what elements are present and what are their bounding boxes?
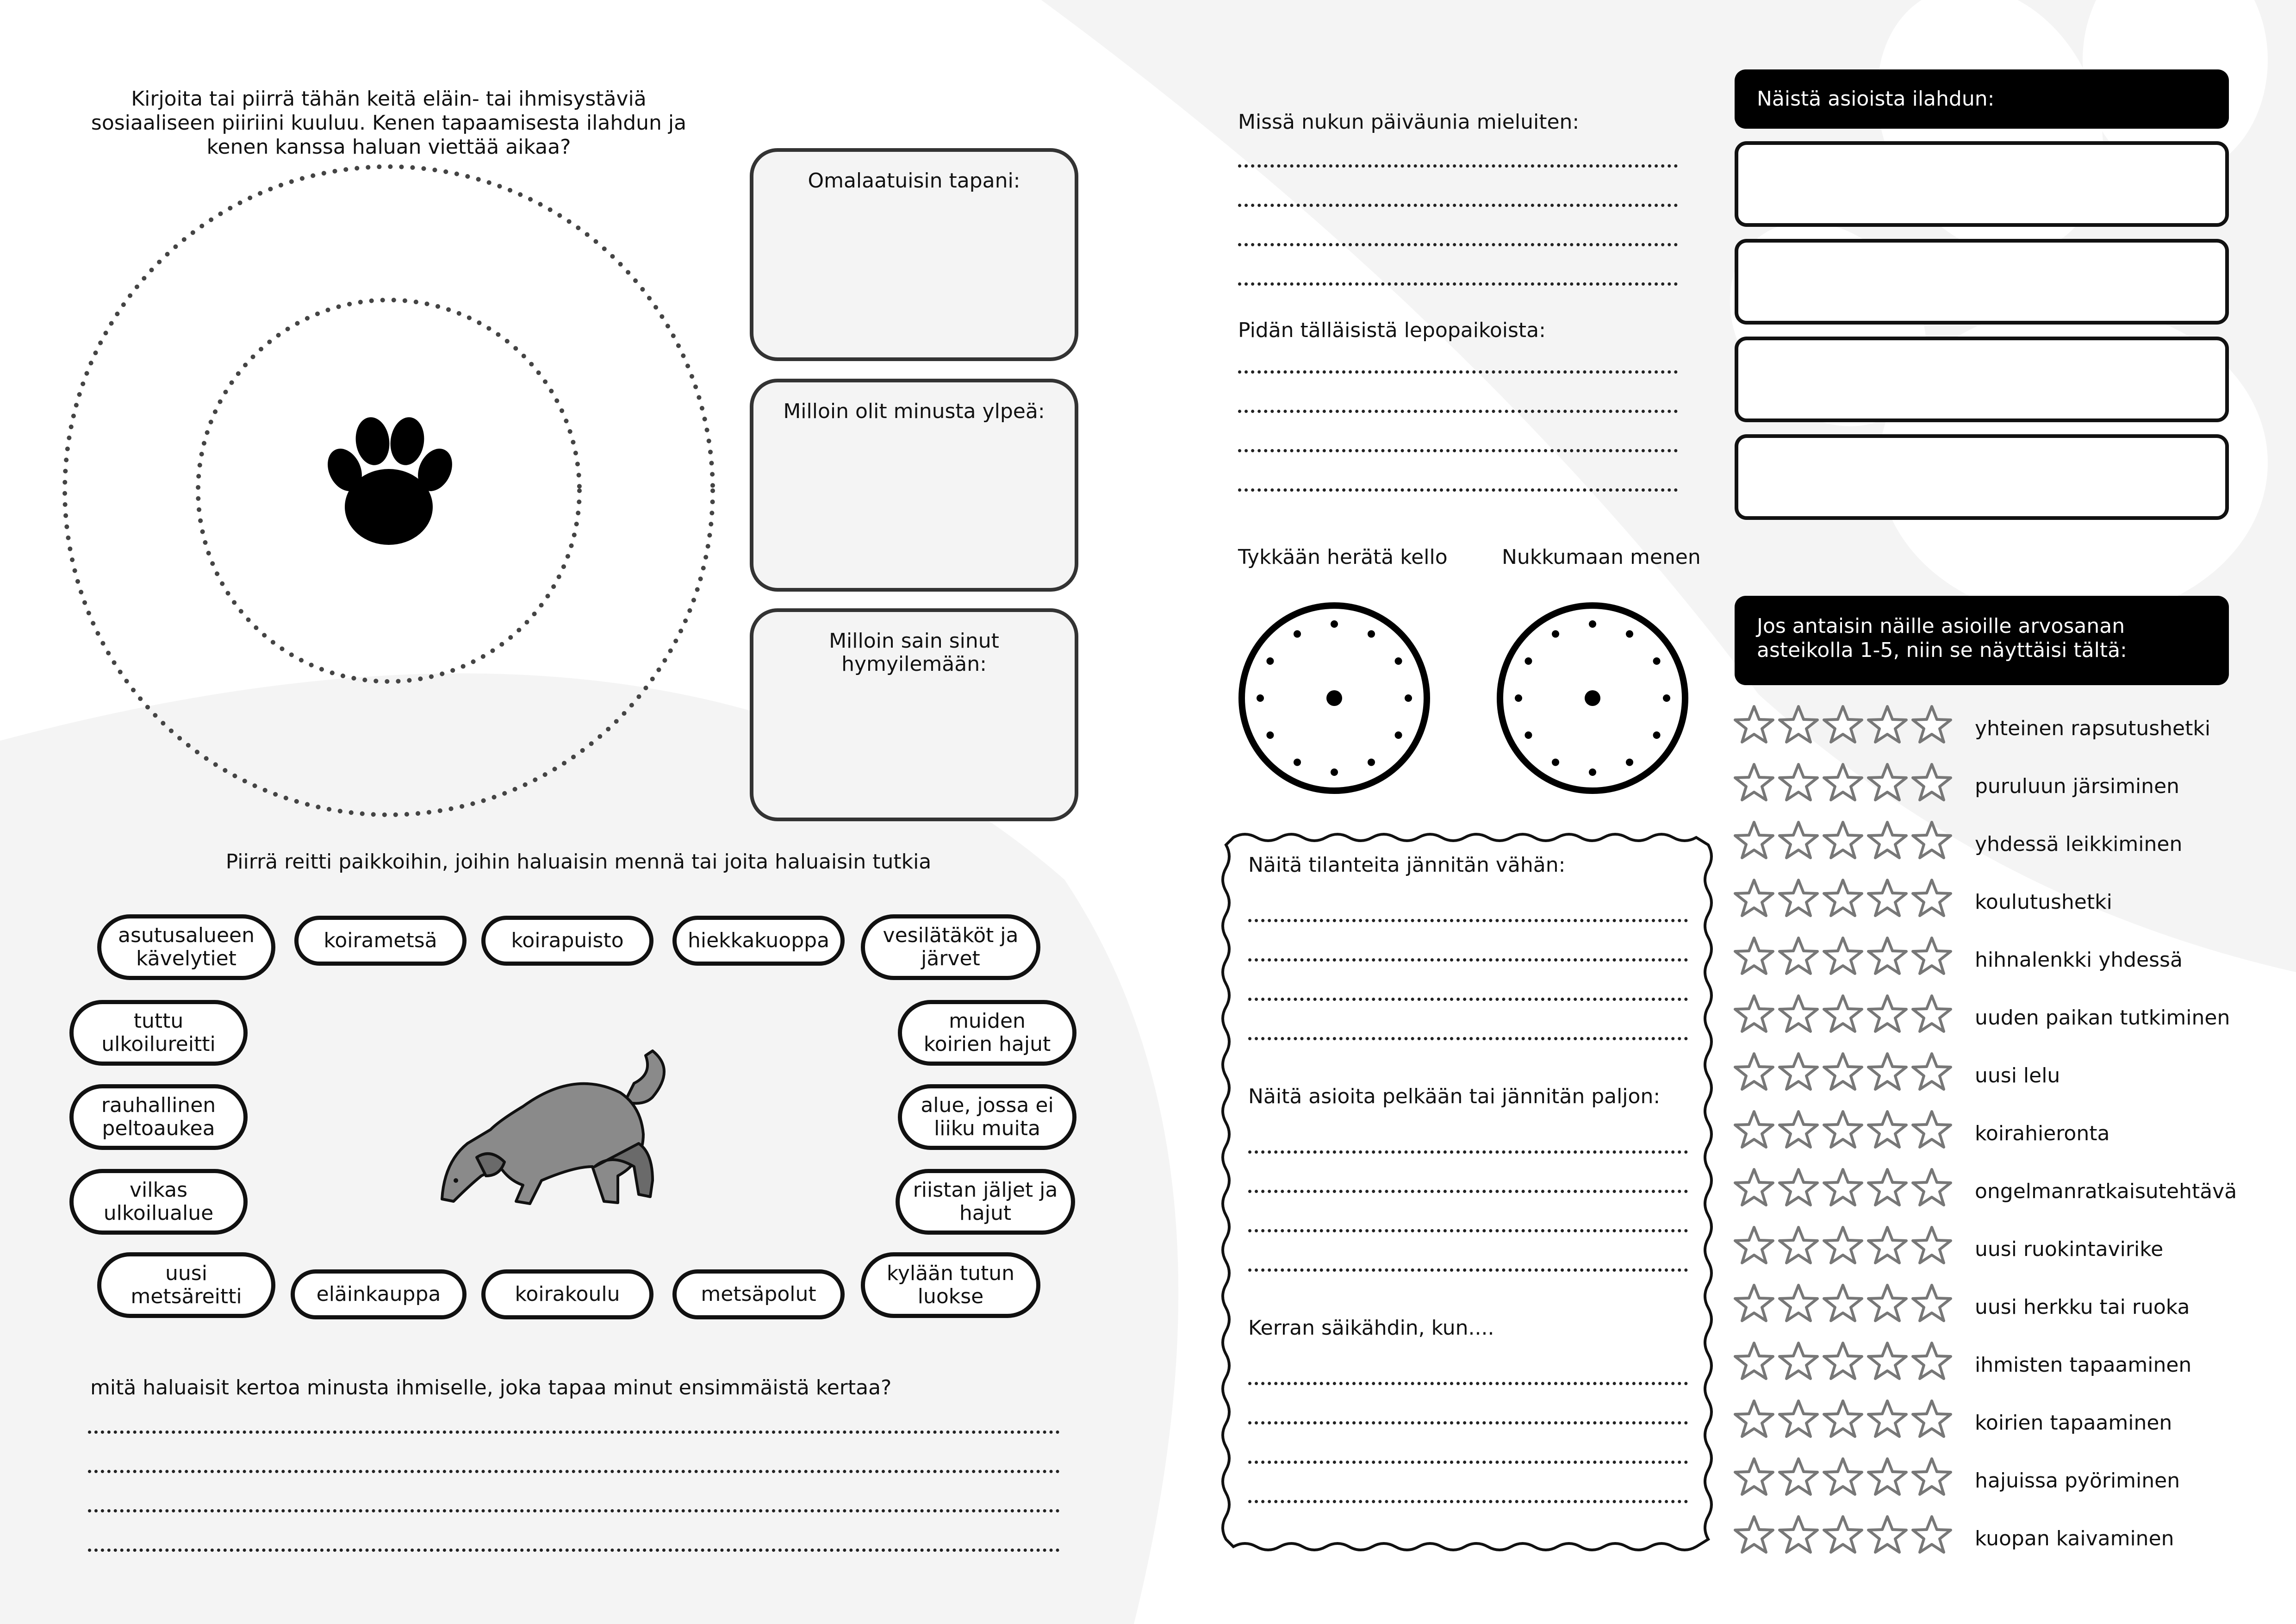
star-icon[interactable] <box>1822 1456 1864 1498</box>
star-rating[interactable] <box>1733 1282 1953 1324</box>
route-place[interactable]: hiekkakuoppa <box>672 916 845 966</box>
rating-item-label: uusi lelu <box>1975 1064 2060 1087</box>
scared-once-label: Kerran säikähdin, kun.... <box>1248 1316 1494 1340</box>
star-icon[interactable] <box>1911 1167 1953 1208</box>
rating-row <box>1733 877 2289 924</box>
write-line[interactable] <box>1248 1268 1688 1272</box>
write-line[interactable] <box>1248 919 1688 922</box>
star-icon[interactable] <box>1867 1282 1908 1324</box>
rating-item-label: koulutushetki <box>1975 890 2112 914</box>
star-icon[interactable] <box>1733 1340 1775 1382</box>
route-place[interactable]: alue, jossa ei liiku muita <box>898 1084 1076 1150</box>
star-icon[interactable] <box>1822 877 1864 919</box>
intro-prompt: mitä haluaisit kertoa minusta ihmiselle, joka tapaa minut ensimmäistä kertaa? <box>90 1376 892 1399</box>
star-rating[interactable] <box>1733 935 1953 977</box>
star-icon[interactable] <box>1778 935 1819 977</box>
route-place[interactable]: eläinkauppa <box>291 1269 467 1319</box>
rating-item-label: uusi herkku tai ruoka <box>1975 1295 2190 1319</box>
star-icon[interactable] <box>1911 993 1953 1035</box>
write-line[interactable] <box>1238 410 1678 413</box>
write-line[interactable] <box>1248 1500 1688 1503</box>
star-icon[interactable] <box>1733 993 1775 1035</box>
write-line[interactable] <box>1248 1190 1688 1193</box>
star-icon[interactable] <box>1733 1282 1775 1324</box>
star-icon[interactable] <box>1778 1109 1819 1150</box>
rating-row <box>1733 819 2289 866</box>
clock-tick <box>1368 630 1375 637</box>
write-line[interactable] <box>88 1430 1060 1434</box>
write-line[interactable] <box>1248 998 1688 1001</box>
clock-tick <box>1405 694 1412 702</box>
clock-tick <box>1524 731 1532 739</box>
star-icon[interactable] <box>1911 1398 1953 1440</box>
star-icon[interactable] <box>1822 1514 1864 1555</box>
proud-moment-box[interactable] <box>750 379 1078 592</box>
write-line[interactable] <box>88 1470 1060 1473</box>
star-rating[interactable] <box>1733 1109 1953 1150</box>
tension-little-label: Näitä tilanteita jännitän vähän: <box>1248 853 1566 877</box>
clock-tick <box>1294 759 1301 766</box>
write-line[interactable] <box>1238 488 1678 492</box>
write-line[interactable] <box>1248 1150 1688 1154</box>
star-rating[interactable] <box>1733 704 1953 745</box>
clock-tick <box>1395 731 1402 739</box>
star-icon[interactable] <box>1778 1051 1819 1093</box>
star-icon[interactable] <box>1911 1109 1953 1150</box>
star-rating[interactable] <box>1733 993 1953 1035</box>
rating-row <box>1733 1282 2289 1329</box>
star-icon[interactable] <box>1867 704 1908 745</box>
rest-question: Pidän tälläisistä lepopaikoista: <box>1238 319 1546 342</box>
clock-tick <box>1515 694 1522 702</box>
star-icon[interactable] <box>1867 762 1908 803</box>
clock-tick <box>1653 731 1661 739</box>
star-icon[interactable] <box>1822 1340 1864 1382</box>
tension-lot-label: Näitä asioita pelkään tai jännitän paljon: <box>1248 1085 1661 1108</box>
bed-label: Nukkumaan menen <box>1502 545 1701 569</box>
star-icon[interactable] <box>1911 935 1953 977</box>
star-icon[interactable] <box>1911 1340 1953 1382</box>
star-icon[interactable] <box>1822 1051 1864 1093</box>
rating-item-label: puruluun järsiminen <box>1975 775 2180 798</box>
star-icon[interactable] <box>1867 1340 1908 1382</box>
star-icon[interactable] <box>1822 819 1864 861</box>
rating-row <box>1733 704 2289 750</box>
write-line[interactable] <box>1248 1421 1688 1424</box>
star-rating[interactable] <box>1733 1398 1953 1440</box>
star-icon[interactable] <box>1778 1340 1819 1382</box>
route-prompt: Piirrä reitti paikkoihin, joihin haluaisin mennä tai joita haluaisin tutkia <box>225 850 932 874</box>
star-icon[interactable] <box>1911 1224 1953 1266</box>
star-icon[interactable] <box>1822 935 1864 977</box>
clock-tick <box>1524 657 1532 665</box>
star-icon[interactable] <box>1911 1051 1953 1093</box>
route-place[interactable]: vesilätäköt ja järvet <box>861 914 1040 980</box>
proud-moment-label: Milloin olit minusta ylpeä: <box>783 400 1045 423</box>
clock-tick <box>1294 630 1301 637</box>
rating-row <box>1733 1340 2289 1387</box>
rating-row <box>1733 1398 2289 1444</box>
rating-row <box>1733 935 2289 981</box>
route-place[interactable]: riistan jäljet ja hajut <box>896 1169 1075 1235</box>
star-rating[interactable] <box>1733 1514 1953 1555</box>
joy-box[interactable] <box>1735 239 2229 325</box>
wake-label: Tykkään herätä kello <box>1238 545 1448 569</box>
star-icon[interactable] <box>1822 1109 1864 1150</box>
rating-item-label: hajuissa pyöriminen <box>1975 1469 2180 1493</box>
nap-question: Missä nukun päiväunia mieluiten: <box>1238 110 1580 134</box>
star-icon[interactable] <box>1733 935 1775 977</box>
write-line[interactable] <box>1238 164 1678 168</box>
clock-tick <box>1266 731 1274 739</box>
star-icon[interactable] <box>1733 1109 1775 1150</box>
star-icon[interactable] <box>1822 1282 1864 1324</box>
clock-tick <box>1331 768 1338 776</box>
social-circle[interactable] <box>60 162 717 819</box>
star-icon[interactable] <box>1867 1051 1908 1093</box>
rating-item-label: yhdessä leikkiminen <box>1975 832 2183 856</box>
rating-row <box>1733 1456 2289 1502</box>
rating-row <box>1733 1051 2289 1097</box>
write-line[interactable] <box>1238 282 1678 286</box>
star-icon[interactable] <box>1911 1514 1953 1555</box>
star-icon[interactable] <box>1911 762 1953 803</box>
joy-box[interactable] <box>1735 434 2229 520</box>
clock-tick <box>1589 620 1596 628</box>
star-icon[interactable] <box>1778 1167 1819 1208</box>
route-place[interactable]: vilkas ulkoilualue <box>69 1169 248 1235</box>
star-icon[interactable] <box>1867 819 1908 861</box>
star-icon[interactable] <box>1778 1282 1819 1324</box>
star-icon[interactable] <box>1867 1224 1908 1266</box>
clock-tick <box>1368 759 1375 766</box>
star-icon[interactable] <box>1911 1282 1953 1324</box>
star-icon[interactable] <box>1733 1398 1775 1440</box>
star-rating[interactable] <box>1733 1340 1953 1382</box>
rating-item-label: hihnalenkki yhdessä <box>1975 948 2183 972</box>
star-icon[interactable] <box>1867 1167 1908 1208</box>
star-icon[interactable] <box>1911 1456 1953 1498</box>
route-place[interactable]: koirapuisto <box>481 916 653 966</box>
star-icon[interactable] <box>1778 1514 1819 1555</box>
rating-row <box>1733 1224 2289 1271</box>
star-icon[interactable] <box>1778 819 1819 861</box>
star-icon[interactable] <box>1733 1456 1775 1498</box>
write-line[interactable] <box>88 1509 1060 1512</box>
write-line[interactable] <box>1248 1382 1688 1385</box>
smile-moment-box[interactable] <box>750 608 1078 821</box>
star-icon[interactable] <box>1867 1398 1908 1440</box>
route-place[interactable]: muiden koirien hajut <box>898 1000 1076 1066</box>
clock-tick <box>1626 759 1633 766</box>
star-icon[interactable] <box>1778 1398 1819 1440</box>
clock-tick <box>1653 657 1661 665</box>
star-icon[interactable] <box>1867 1514 1908 1555</box>
clock-tick <box>1552 630 1559 637</box>
wake-clock-icon[interactable] <box>1235 602 1434 801</box>
rating-item-label: kuopan kaivaminen <box>1975 1527 2174 1550</box>
star-icon[interactable] <box>1778 762 1819 803</box>
route-place[interactable]: koirametsä <box>294 916 467 966</box>
star-icon[interactable] <box>1733 1514 1775 1555</box>
rating-item-label: ihmisten tapaaminen <box>1975 1353 2192 1377</box>
clock-tick <box>1589 768 1596 776</box>
paw-icon <box>321 415 459 545</box>
star-icon[interactable] <box>1822 1398 1864 1440</box>
rating-item-label: koirahieronta <box>1975 1122 2110 1145</box>
rating-item-label: koirien tapaaminen <box>1975 1411 2172 1435</box>
route-place[interactable]: asutusalueen kävelytiet <box>97 914 275 980</box>
rating-item-label: yhteinen rapsutushetki <box>1975 717 2211 740</box>
star-icon[interactable] <box>1911 877 1953 919</box>
clock-tick <box>1663 694 1670 702</box>
star-icon[interactable] <box>1733 1051 1775 1093</box>
write-line[interactable] <box>1238 243 1678 246</box>
joy-box[interactable] <box>1735 337 2229 422</box>
route-place[interactable]: tuttu ulkoilureitti <box>69 1000 248 1066</box>
star-rating[interactable] <box>1733 1224 1953 1266</box>
star-icon[interactable] <box>1733 877 1775 919</box>
sniffing-dog-icon <box>435 1028 703 1213</box>
route-place[interactable]: metsäpolut <box>672 1269 845 1319</box>
clock-tick <box>1331 620 1338 628</box>
quirky-habit-label: Omalaatuisin tapani: <box>808 169 1020 193</box>
star-icon[interactable] <box>1911 704 1953 745</box>
clock-tick <box>1257 694 1264 702</box>
star-rating[interactable] <box>1733 762 1953 803</box>
star-rating[interactable] <box>1733 877 1953 919</box>
write-line[interactable] <box>1248 1229 1688 1232</box>
star-icon[interactable] <box>1911 819 1953 861</box>
clock-tick <box>1395 657 1402 665</box>
route-place[interactable]: koirakoulu <box>481 1269 653 1319</box>
star-icon[interactable] <box>1822 1224 1864 1266</box>
route-place[interactable]: kylään tutun luokse <box>861 1252 1040 1318</box>
star-icon[interactable] <box>1867 935 1908 977</box>
star-icon[interactable] <box>1733 819 1775 861</box>
write-line[interactable] <box>1238 204 1678 207</box>
rating-row <box>1733 993 2289 1039</box>
star-icon[interactable] <box>1778 704 1819 745</box>
star-icon[interactable] <box>1822 993 1864 1035</box>
write-line[interactable] <box>1248 1461 1688 1464</box>
star-rating[interactable] <box>1733 819 1953 861</box>
star-icon[interactable] <box>1867 993 1908 1035</box>
star-icon[interactable] <box>1867 1456 1908 1498</box>
quirky-habit-box[interactable] <box>750 148 1078 361</box>
rating-row <box>1733 1109 2289 1155</box>
clock-tick <box>1552 759 1559 766</box>
rating-item-label: ongelmanratkaisutehtävä <box>1975 1180 2237 1203</box>
clock-tick <box>1626 630 1633 637</box>
rating-row <box>1733 1167 2289 1213</box>
star-rating[interactable] <box>1733 1051 1953 1093</box>
star-icon[interactable] <box>1822 1167 1864 1208</box>
write-line[interactable] <box>1248 1037 1688 1040</box>
star-icon[interactable] <box>1733 762 1775 803</box>
route-place[interactable]: rauhallinen peltoaukea <box>69 1084 248 1150</box>
write-line[interactable] <box>1238 449 1678 452</box>
rating-title: Jos antaisin näille asioille arvosanan asteikolla 1-5, niin se näyttäisi tältä: <box>1735 596 2229 685</box>
rating-row <box>1733 1514 2289 1560</box>
star-icon[interactable] <box>1778 1456 1819 1498</box>
star-icon[interactable] <box>1778 1224 1819 1266</box>
smile-moment-label: Milloin sain sinut hymyilemään: <box>829 629 999 676</box>
star-rating[interactable] <box>1733 1456 1953 1498</box>
bedtime-clock-icon[interactable] <box>1493 602 1692 801</box>
star-icon[interactable] <box>1822 704 1864 745</box>
write-line[interactable] <box>1238 370 1678 374</box>
star-icon[interactable] <box>1733 1167 1775 1208</box>
rating-row <box>1733 762 2289 808</box>
star-icon[interactable] <box>1778 993 1819 1035</box>
star-icon[interactable] <box>1867 1109 1908 1150</box>
social-circle-prompt: Kirjoita tai piirrä tähän keitä eläin- tai ihmisystäviä sosiaaliseen piiriini kuuluu. Kenen tapaamisesta ilahdun ja kenen kanssa haluan viettää aikaa? <box>91 87 687 159</box>
star-icon[interactable] <box>1822 762 1864 803</box>
route-place[interactable]: uusi metsäreitti <box>97 1252 275 1318</box>
write-line[interactable] <box>1248 958 1688 962</box>
star-icon[interactable] <box>1733 1224 1775 1266</box>
star-rating[interactable] <box>1733 1167 1953 1208</box>
joy-box[interactable] <box>1735 141 2229 227</box>
joy-title: Näistä asioista ilahdun: <box>1735 69 2229 129</box>
write-line[interactable] <box>88 1549 1060 1552</box>
clock-tick <box>1266 657 1274 665</box>
star-icon[interactable] <box>1733 704 1775 745</box>
rating-item-label: uusi ruokintavirike <box>1975 1237 2164 1261</box>
star-icon[interactable] <box>1867 877 1908 919</box>
rating-item-label: uuden paikan tutkiminen <box>1975 1006 2230 1030</box>
star-icon[interactable] <box>1778 877 1819 919</box>
